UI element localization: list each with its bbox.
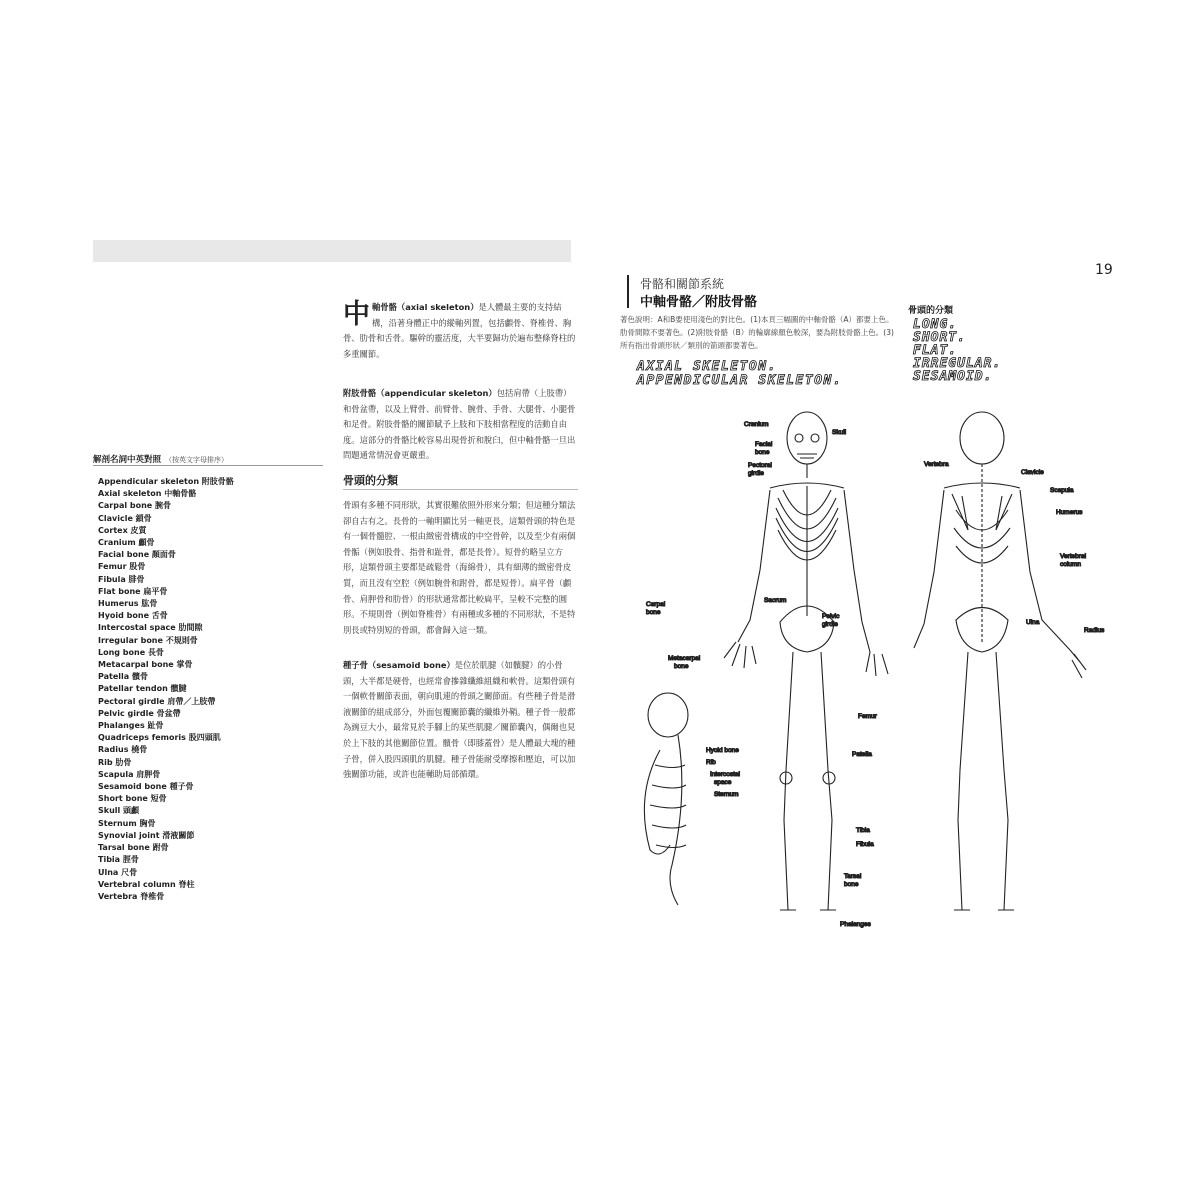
paragraph-axial: 中軸骨骼（axial skeleton）是人體最主要的支持結構，沿著身體正中的縱軸列置，包括顱骨、脊椎骨、胸骨、肋骨和舌骨。驅幹的靈活度，大半要歸功於遍布整條脊柱的多重關節。 — [343, 299, 576, 359]
label-femur: Femur — [858, 713, 877, 720]
glossary-item: Quadriceps femoris 股四頭肌 — [98, 733, 221, 743]
glossary-item: Femur 股骨 — [98, 562, 146, 572]
header-bar — [627, 275, 629, 308]
header-band — [93, 240, 571, 262]
classification-term: FLAT. — [913, 343, 958, 358]
glossary-item: Tibia 脛骨 — [98, 855, 139, 865]
glossary-item: Scapula 肩胛骨 — [98, 769, 161, 779]
glossary-item: Irregular bone 不規則骨 — [98, 635, 198, 645]
glossary-item: Phalanges 趾骨 — [98, 721, 164, 731]
glossary-item: Skull 頭顱 — [98, 806, 140, 816]
glossary-item: Hyoid bone 舌骨 — [98, 611, 168, 621]
label-carpal: Carpal — [646, 601, 666, 608]
glossary-item: Patella 髕骨 — [98, 672, 148, 682]
glossary-item: Clavicle 鎖骨 — [98, 513, 152, 523]
label-vertebral: Vertebral — [1060, 553, 1087, 560]
section-rule — [343, 489, 578, 490]
label-phalanges: Phalanges — [840, 921, 871, 928]
glossary-item: Pectoral girdle 肩帶／上肢帶 — [98, 696, 216, 706]
label-intercostal: Intercostal — [710, 771, 740, 778]
glossary-item: Cranium 顱骨 — [98, 538, 155, 548]
label-tibia: Tibia — [856, 827, 870, 834]
classification-term: SESAMOID. — [913, 369, 993, 384]
classification-term: LONG. — [913, 317, 958, 332]
glossary-title: 解剖名詞中英對照 （按英文字母排序） — [93, 455, 229, 465]
label-pelvic-girdle: girdle — [822, 621, 838, 628]
paragraph-classification: 骨頭有多種不同形狀，其實很難依照外形來分類；但這種分類法卻自古有之。長骨的一軸明顯比另一軸更長，這類骨頭的特色是有一個骨髓腔、一根由緻密骨構成的中空骨幹，以及至少有兩個骨骺（例如股骨、指骨和趾骨，都是長骨）。短骨約略呈立方形，這類骨頭主要都是疏鬆骨（海綿骨），具有細薄的緻密骨皮質，而且沒有空腔（例如腕骨和跗骨，都是短骨）。扁平骨（顱骨、肩胛骨和肋骨）的形狀通常都比較扁平，呈較不完整的圓形。不規則骨（例如脊椎骨）有兩種或多種的不同形狀，不是特別長或特別短的骨頭，都會歸入這一類。 — [343, 500, 576, 635]
glossary-item: Ulna 尺骨 — [98, 867, 138, 877]
glossary-item: Carpal bone 腕骨 — [98, 501, 171, 511]
glossary-item: Pelvic girdle 骨盆帶 — [98, 708, 181, 718]
classification-term: SHORT. — [913, 330, 966, 345]
label-skull: Skull — [832, 429, 847, 436]
glossary-item: Patellar tendon 髕腱 — [98, 684, 187, 694]
label-vertebra: Vertebra — [924, 461, 949, 468]
glossary-item: Cortex 皮質 — [98, 525, 147, 535]
side-skeleton — [644, 693, 688, 905]
label-hyoid: Hyoid bone — [706, 747, 739, 754]
classification-term: IRREGULAR. — [913, 356, 1002, 371]
classification-heading: 骨頭的分類 — [908, 306, 954, 316]
page-number: 19 — [1095, 262, 1113, 278]
glossary-item: Sternum 胸骨 — [98, 818, 156, 828]
label-humerus: Humerus — [1056, 509, 1083, 516]
label-sternum: Sternum — [714, 791, 739, 798]
page-title: 中軸骨骼／附肢骨骼 — [640, 295, 758, 310]
label-scapula: Scapula — [1050, 487, 1074, 494]
glossary-item: Synovial joint 滑液關節 — [98, 830, 195, 840]
glossary-item: Rib 肋骨 — [98, 757, 132, 767]
glossary-rule — [93, 465, 323, 466]
figure-title-axial: AXIAL SKELETON. — [637, 359, 777, 374]
drop-cap: 中 — [343, 299, 370, 330]
label-tarsal: Tarsal — [844, 873, 862, 880]
paragraph-appendicular: 附肢骨骼（appendicular skeleton）包括肩帶（上肢帶）和骨盆帶，以及上臂骨、前臂骨、腕骨、手骨、大腿骨、小腿骨和足骨。附肢骨骼的關節賦予上肢和下肢相當程度的活動自由度。這部分的骨骼比較容易出現骨折和脫臼，但中軸骨骼一旦出問題通常情況會更嚴重。 — [343, 388, 576, 461]
label-metacarpal-bone: bone — [674, 663, 689, 670]
label-pelvic: Pelvic — [822, 613, 840, 620]
figure-title-appendicular: APPENDICULAR SKELETON. — [637, 373, 843, 388]
glossary-note: （按英文字母排序） — [165, 456, 229, 464]
label-cranium: Cranium — [744, 421, 769, 428]
glossary-item: Long bone 長骨 — [98, 647, 164, 657]
glossary-item: Vertebra 脊椎骨 — [98, 891, 165, 901]
glossary-item: Fibula 腓骨 — [98, 574, 145, 584]
skeleton-illustration — [600, 390, 1120, 950]
label-rib: Rib — [706, 759, 716, 766]
glossary-item: Intercostal space 肋間隙 — [98, 623, 203, 633]
label-pectoral-girdle: girdle — [748, 470, 764, 477]
coloring-note: 著色說明：A和B要使用淺色的對比色。(1)本頁三幅圖的中軸骨骼（A）都要上色。肋骨間隙不要著色。(2)附肢骨骼（B）的輪廓線顏色較深，要為附肢骨骼上色。(3)所有指出骨頭形狀／類別的箭頭都要著色。 — [620, 315, 894, 350]
label-clavicle: Clavicle — [1021, 469, 1044, 476]
glossary-item: Metacarpal bone 掌骨 — [98, 660, 193, 670]
label-vertebral-column: column — [1060, 561, 1081, 568]
glossary-item: Short bone 短骨 — [98, 794, 167, 804]
classification-list — [913, 318, 1001, 383]
glossary-item: Axial skeleton 中軸骨骼 — [98, 489, 197, 499]
label-pectoral: Pectoral — [748, 462, 772, 469]
glossary-item: Appendicular skeleton 附肢骨骼 — [98, 477, 234, 486]
label-sacrum: Sacrum — [764, 597, 787, 604]
glossary-item: Vertebral column 脊柱 — [98, 879, 195, 889]
label-metacarpal: Metacarpal — [668, 655, 701, 662]
label-facial: Facial — [755, 441, 773, 448]
glossary-item: Radius 橈骨 — [98, 745, 148, 755]
label-fibula: Fibula — [856, 841, 874, 848]
glossary-item: Tarsal bone 跗骨 — [98, 843, 169, 853]
label-facial-bone: bone — [755, 449, 770, 456]
glossary-item: Facial bone 顏面骨 — [98, 550, 176, 560]
label-tarsal-bone: bone — [844, 881, 859, 888]
chapter-subtitle: 骨骼和關節系統 — [640, 277, 725, 291]
glossary-item: Sesamoid bone 種子骨 — [98, 782, 194, 792]
label-carpal-bone: bone — [646, 609, 661, 616]
label-ulna: Ulna — [1026, 619, 1040, 626]
glossary-item: Humerus 肱骨 — [98, 599, 158, 609]
section-heading: 骨頭的分類 — [343, 474, 398, 487]
label-radius: Radius — [1084, 627, 1105, 634]
front-skeleton — [724, 412, 888, 910]
paragraph-sesamoid: 種子骨（sesamoid bone）是位於肌腱（如髕腱）的小骨頭，大半都是硬骨，也經常會摻雜纖維組織和軟骨。這類骨頭有一個軟骨關節表面，朝向肌連的骨頭之關節面。有些種子骨是滑液關節的組成部分，外面包覆關節囊的纖維外鞘。種子骨一般都為豌豆大小，最常見於手腳上的某些肌腱／關節囊內，偶爾也見於上下肢的其他關節位置。髕骨（即膝蓋骨）是人體最大塊的種子骨，併入股四頭肌的肌腱。種子骨能耐受摩擦和壓迫，可以加強關節功能，或許也能輔助局部循環。 — [343, 660, 576, 780]
glossary-item: Flat bone 扁平骨 — [98, 586, 168, 596]
glossary-list — [98, 476, 328, 903]
label-intercostal-space: space — [714, 779, 732, 786]
label-patella: Patella — [852, 751, 872, 758]
